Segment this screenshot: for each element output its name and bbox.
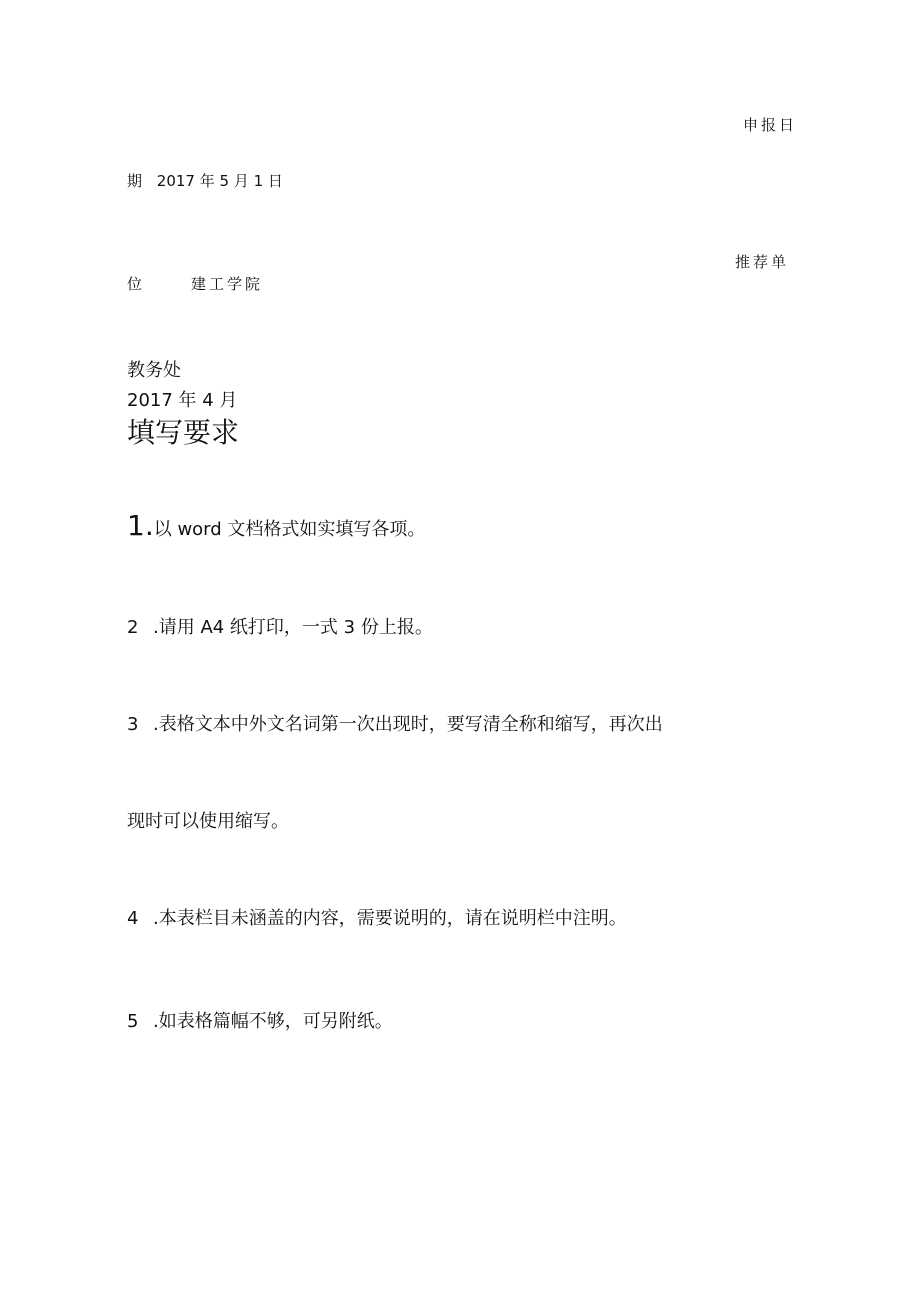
requirement-text: 以 word 文档格式如实填写各项。 [153,519,426,540]
requirement-item-5 [127,1007,393,1033]
requirement-item-3 [127,710,663,736]
requirement-item-1 [127,509,425,542]
requirement-text: .如表格篇幅不够，可另附纸。 [153,1011,393,1032]
report-date-value: 2017 年 5 月 1 日 [156,172,283,190]
requirement-number: 4 [127,908,139,929]
requirement-number: 5 [127,1011,139,1032]
report-date-label-part1: 申报日 [743,116,798,134]
requirement-number: 2 [127,617,139,638]
issuer-office: 教务处 [127,360,181,381]
issuer-date: 2017 年 4 月 [127,390,238,411]
requirement-number: 3 [127,714,139,735]
requirement-number: 1. [127,509,154,542]
requirement-item-4 [127,904,627,930]
requirement-text: .表格文本中外文名词第一次出现时，要写清全称和缩写，再次出 [153,714,663,735]
unit-value: 建工学院 [191,275,264,293]
unit-label-part2: 位 [127,275,146,293]
requirement-item-3-continued [127,807,289,833]
requirement-text: .请用 A4 纸打印，一式 3 份上报。 [153,617,433,638]
requirements-title: 填写要求 [127,416,240,449]
unit-label-part1: 推荐单 [735,253,790,271]
report-date-line [127,170,283,191]
report-date-label-part2: 期 [127,172,146,190]
requirement-text: .本表栏目未涵盖的内容，需要说明的，请在说明栏中注明。 [153,908,627,929]
requirement-text: 现时可以使用缩写。 [127,811,289,832]
requirement-item-2 [127,613,433,639]
